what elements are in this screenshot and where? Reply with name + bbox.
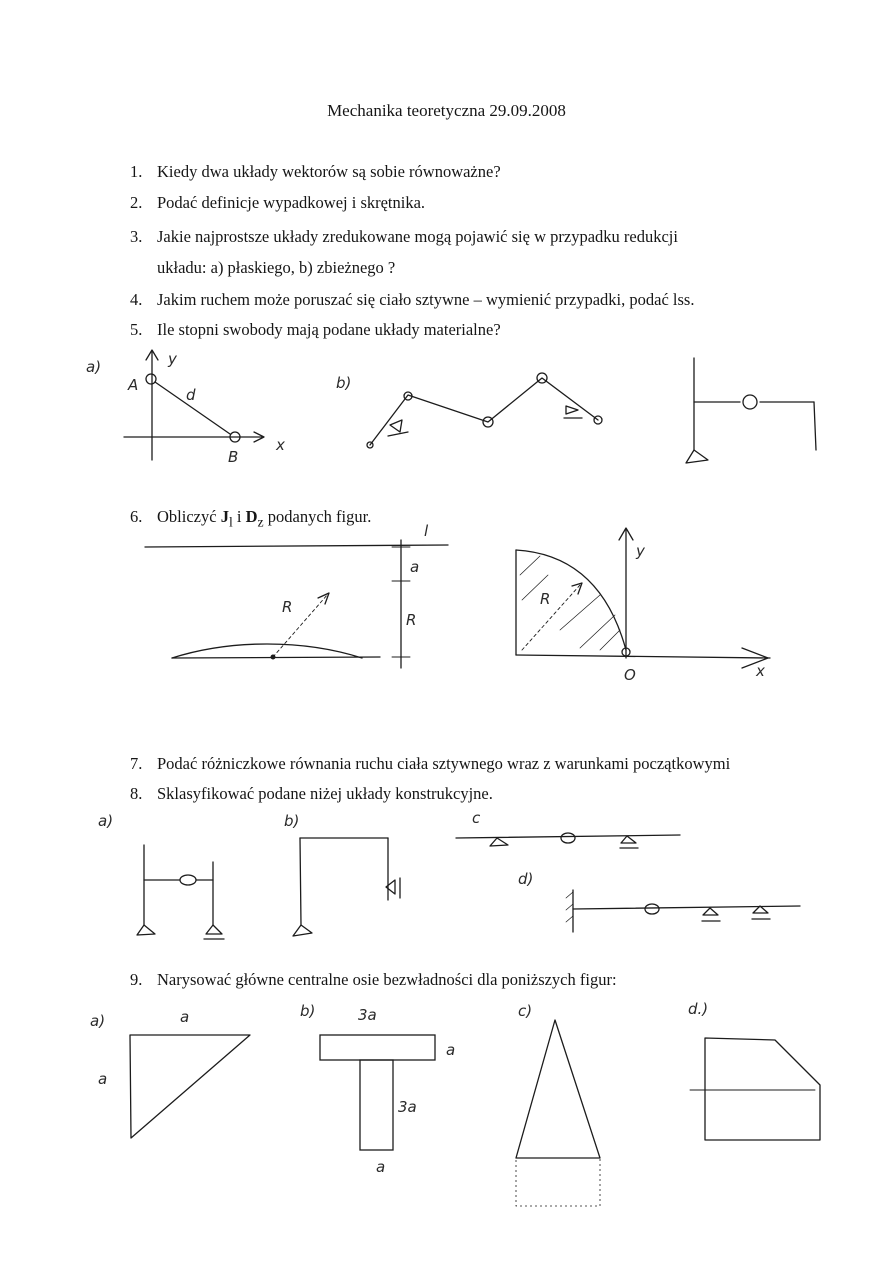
q6-label-y: y (636, 542, 645, 560)
q9a-label-side: a (98, 1070, 108, 1088)
exam-page: Mechanika teoretyczna 29.09.2008 1. Kiedy dwa układy wektorów są sobie równoważne? 2. Podać definicje wypadkowej i skrętnika. 3. Jakie najprostsze układy zredukowane mogą pojawić się w przypadku redukcji układu: a) płaskiego, b) zbieżnego ? 4. Jakim ruchem może poruszać się ciało sztywne – wymienić przypadki, podać lss. 5. Ile stopni swobody mają podane układy materialne? a) y x A d B b) 6. Obliczyć $J_l$ i $D_z$ podanych figur. l R a R x y O R 7. Podać różniczkowe równania ruchu ciała sztywnego wraz z warunkami początkowymi 8. Sklasyfikować podane niżej układy konstrukcyjne. a) b) c d) 9. Narysować główne centralne osie bezwładności dla poniższych figur: a) a a b) 3a a 3a a c) d.) (0, 0, 893, 1263)
q5a-label-x: x (276, 436, 285, 454)
q9-label-a: a) (90, 1012, 106, 1030)
q8-label-d: d) (518, 870, 534, 888)
q6-label-R-arc: R (282, 598, 293, 616)
q9d-pentagon (705, 1038, 820, 1140)
q5-label-b: b) (336, 374, 352, 392)
q9b-label-right: a (446, 1041, 456, 1059)
q6-label-a: a (410, 558, 420, 576)
q6-label-l: l (424, 522, 429, 540)
q9b-label-stem: 3a (398, 1098, 417, 1116)
q5a-label-A: A (128, 376, 139, 394)
q8-label-b: b) (284, 812, 300, 830)
question-3-continuation: układu: a) płaskiego, b) zbieżnego ? (157, 258, 396, 277)
q9c-triangle (516, 1020, 600, 1158)
q9b-web (360, 1060, 393, 1150)
q6-label-O: O (624, 666, 636, 684)
q8-label-c: c (472, 809, 481, 827)
q5a-label-y: y (168, 350, 177, 368)
q9-label-b: b) (300, 1002, 316, 1020)
q9a-label-top: a (180, 1008, 190, 1026)
q5a-label-d: d (186, 386, 196, 404)
q9b-label-top: 3a (358, 1006, 377, 1024)
page-title: Mechanika teoretyczna 29.09.2008 (327, 101, 566, 120)
q6-label-R-quarter: R (540, 590, 551, 608)
q9b-flange (320, 1035, 435, 1060)
q8-label-a: a) (98, 812, 114, 830)
q5a-label-B: B (228, 448, 239, 466)
q9c-rectangle (516, 1158, 600, 1206)
q9-label-d: d.) (688, 1000, 709, 1018)
q9a-triangle (130, 1035, 250, 1138)
q9b-label-bottom: a (376, 1158, 386, 1176)
q6-label-R-dim: R (406, 611, 417, 629)
q6-label-x: x (756, 662, 765, 680)
q9-label-c: c) (518, 1002, 533, 1020)
q5-label-a: a) (86, 358, 102, 376)
